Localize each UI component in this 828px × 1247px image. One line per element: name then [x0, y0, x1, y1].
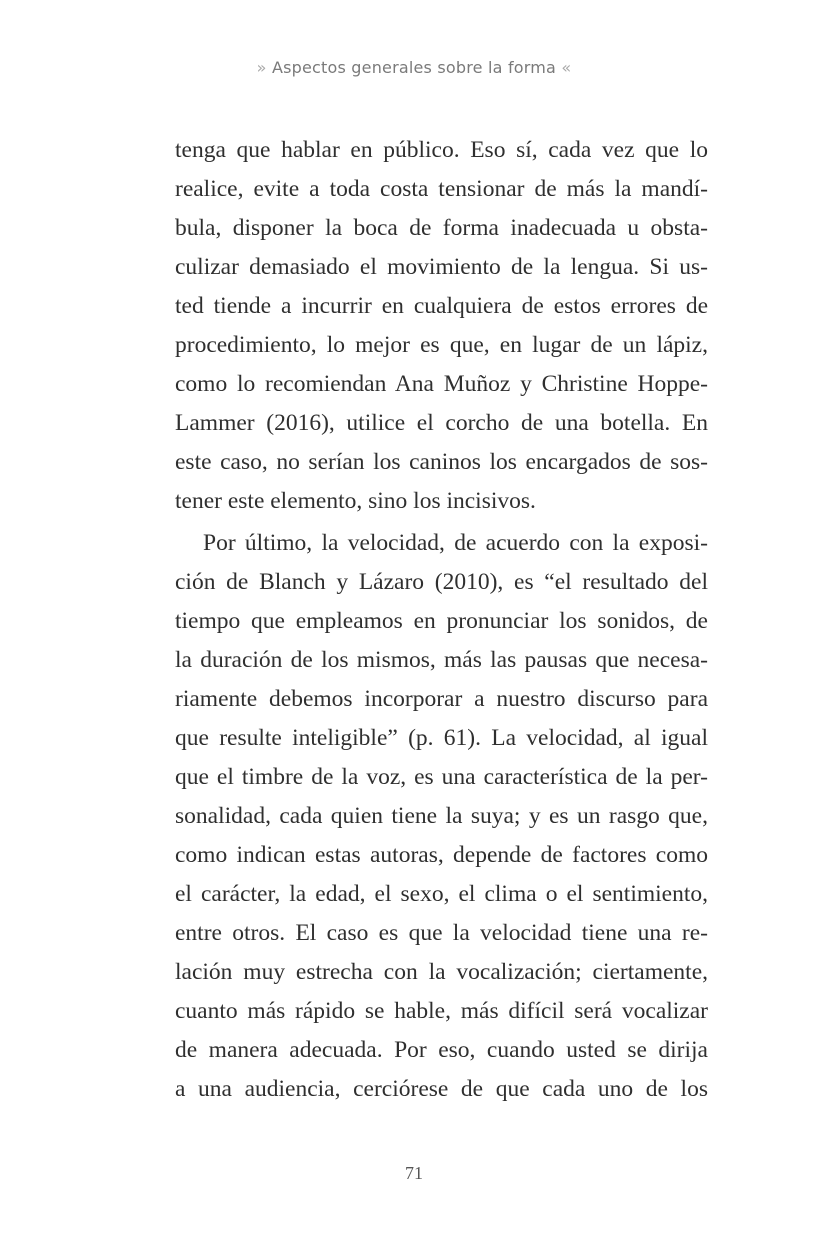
text-line: cuanto más rápido se hable, más difícil será vocalizar: [175, 998, 708, 1024]
text-line: ción de Blanch y Lázaro (2010), es “el resultado del: [175, 569, 708, 595]
paragraph-1: [175, 131, 708, 521]
header-open-guillemet: »: [256, 58, 267, 77]
text-line: realice, evite a toda costa tensionar de más la mandí-: [175, 176, 708, 202]
text-line: lación muy estrecha con la vocalización; ciertamente,: [175, 959, 708, 985]
header-close-guillemet: «: [561, 58, 572, 77]
text-line: riamente debemos incorporar a nuestro discurso para: [175, 686, 708, 712]
text-line: culizar demasiado el movimiento de la lengua. Si us-: [175, 254, 708, 280]
text-line: tiempo que empleamos en pronunciar los sonidos, de: [175, 608, 708, 634]
text-line: entre otros. El caso es que la velocidad tiene una re-: [175, 920, 708, 946]
text-line: sonalidad, cada quien tiene la suya; y es un rasgo que,: [175, 803, 708, 829]
text-line: bula, disponer la boca de forma inadecuada u obsta-: [175, 215, 708, 241]
text-line: Por último, la velocidad, de acuerdo con la exposi-: [203, 530, 708, 556]
text-line: Lammer (2016), utilice el corcho de una botella. En: [175, 410, 708, 436]
text-line: como indican estas autoras, depende de factores como: [175, 842, 708, 868]
text-line: que resulte inteligible” (p. 61). La velocidad, al igual: [175, 725, 708, 751]
text-line: a una audiencia, cerciórese de que cada uno de los: [175, 1076, 708, 1102]
text-line: tenga que hablar en público. Eso sí, cada vez que lo: [175, 137, 708, 163]
page-number: 71: [405, 1163, 423, 1183]
text-line: este caso, no serían los caninos los encargados de sos-: [175, 449, 708, 475]
text-line: la duración de los mismos, más las pausas que necesa-: [175, 647, 708, 673]
running-header: [0, 58, 828, 77]
text-line: tener este elemento, sino los incisivos.: [175, 488, 536, 514]
paragraph-2: [175, 524, 708, 1109]
text-line: el carácter, la edad, el sexo, el clima o el sentimiento,: [175, 881, 708, 907]
body-text: [175, 131, 708, 1109]
text-line: ted tiende a incurrir en cualquiera de estos errores de: [175, 293, 708, 319]
header-title: Aspectos generales sobre la forma: [271, 58, 557, 77]
text-line: de manera adecuada. Por eso, cuando usted se dirija: [175, 1037, 708, 1063]
text-line: procedimiento, lo mejor es que, en lugar de un lápiz,: [175, 332, 708, 358]
text-line: que el timbre de la voz, es una característica de la per-: [175, 764, 708, 790]
text-line: como lo recomiendan Ana Muñoz y Christine Hoppe-: [175, 371, 708, 397]
